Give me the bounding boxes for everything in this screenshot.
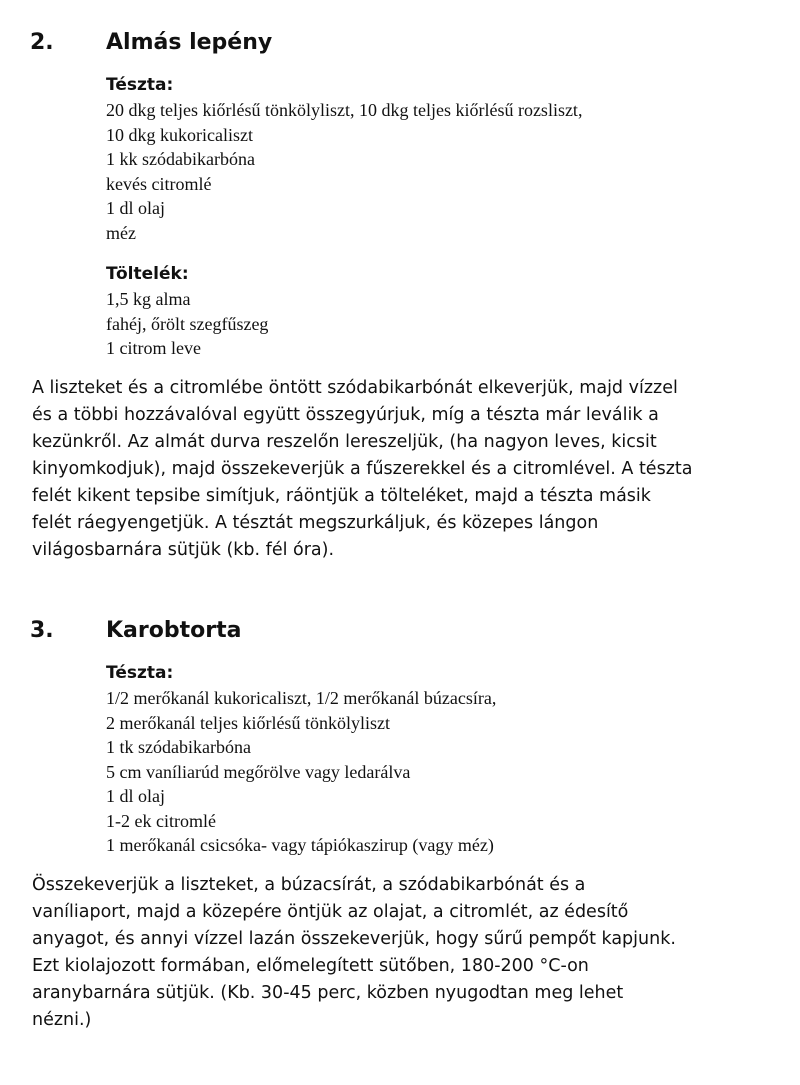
ingredient-item: 1 merőkanál csicsóka- vagy tápiókaszirup (vagy méz) [106,835,494,855]
ingredient-list [106,287,800,361]
recipe-karobtorta [0,618,800,1034]
recipe-almas-lepeny [0,30,800,564]
ingredient-item: 1 kk szódabikarbóna [106,149,255,169]
method-paragraph: Összekeverjük a liszteket, a búzacsírát, a szódabikarbónát és a vaníliaport, majd a közepére öntjük az olajat, a citromlét, az édesítő anyagot, és annyi vízzel lazán összekeverjük, hogy sűrű pempőt kapjunk. Ezt kiolajozott formában, előmelegített sütőben, 180-200 °C-on aranybarnára sütjük. (Kb. 30-45 perc, közben nyugodtan meg lehet nézni.) [32,874,676,1030]
ingredient-item: fahéj, őrölt szegfűszeg [106,313,269,334]
ingredient-item: 1 tk szódabikarbóna [106,737,251,757]
ingredient-list [106,98,800,245]
ingredient-item: 2 merőkanál teljes kiőrlésű tönkölyliszt [106,712,390,733]
ingredients-section-filling [106,263,800,361]
recipe-heading [0,30,800,66]
method-paragraph: A liszteket és a citromlébe öntött szódabikarbónát elkeverjük, majd vízzel és a többi hozzávalóval együtt összegyúrjuk, míg a tészta már leválik a kezünkről. Az almát durva reszelőn lereszeljük, (ha nagyon leves, kicsit kinyomkodjuk), majd összekeverjük a fűszerekkel és a citromlével. A tészta felét kikent tepsibe simítjuk, ráöntjük a tölteléket, majd a tészta másik felét ráegyengetjük. A tésztát megszurkáljuk, és közepes lángon világosbarnára sütjük (kb. fél óra). [32,377,693,560]
ingredient-item: 1,5 kg alma [106,289,191,309]
ingredient-item: 10 dkg kukoricaliszt [106,124,253,145]
section-label: Töltelék: [106,264,189,284]
ingredient-item: kevés citromlé [106,173,212,194]
ingredient-item: 1 dl olaj [106,786,165,806]
recipe-number: 2. [30,30,54,55]
ingredient-item: 1 citrom leve [106,338,201,358]
recipe-heading [0,618,800,654]
ingredient-item: 20 dkg teljes kiőrlésű tönkölyliszt, 10 dkg teljes kiőrlésű rozsliszt, [106,100,583,120]
ingredient-item: 1/2 merőkanál kukoricaliszt, 1/2 merőkanál búzacsíra, [106,688,497,708]
section-label: Tészta: [106,75,174,95]
ingredient-item: 5 cm vaníliarúd megőrölve vagy ledarálva [106,761,411,782]
ingredients-section-dough [106,662,800,858]
recipe-number: 3. [30,618,54,643]
ingredient-item: 1 dl olaj [106,198,165,218]
ingredient-item: 1-2 ek citromlé [106,810,216,831]
section-label: Tészta: [106,663,174,683]
ingredient-item: méz [106,222,136,243]
ingredient-list [106,686,800,858]
recipe-title: Almás lepény [106,30,273,55]
ingredients-section-dough [106,74,800,245]
recipe-title: Karobtorta [106,618,242,643]
